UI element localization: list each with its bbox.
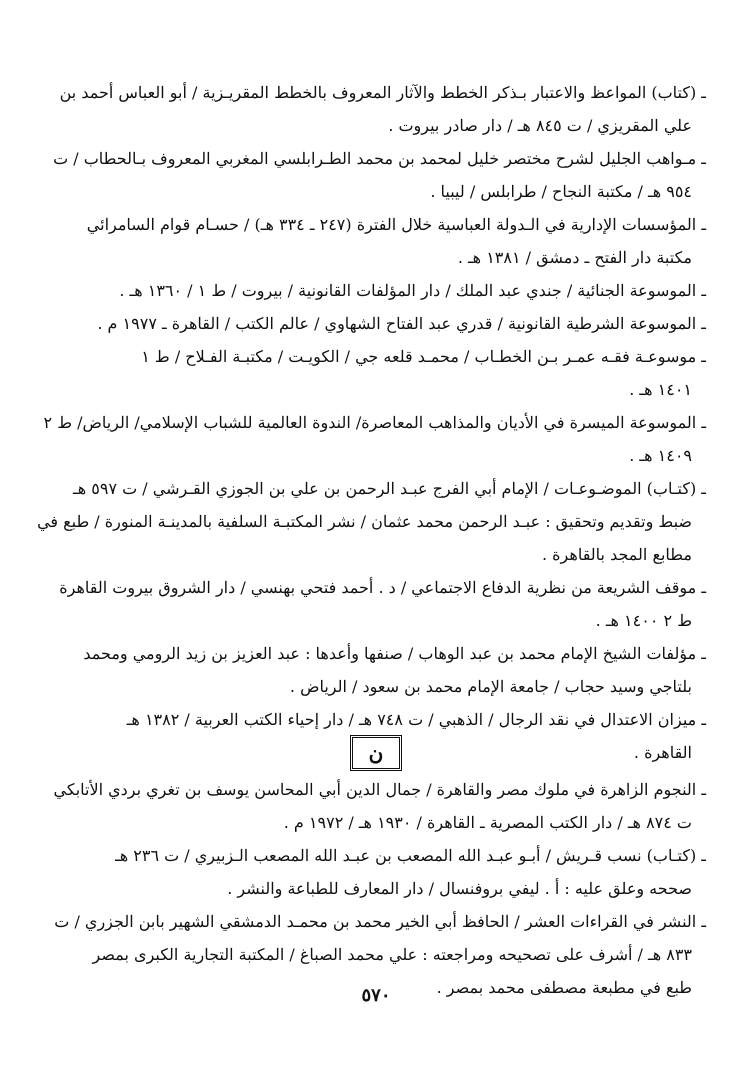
section-letter-box — [350, 735, 402, 771]
bib-entry — [96, 274, 706, 307]
bib-entry — [53, 773, 706, 839]
section-divider — [0, 735, 752, 771]
entry-line: ١٤٠١ هـ . — [629, 380, 692, 399]
entry-line: ١٤٠٩ هـ . — [629, 446, 692, 465]
entry-line: طبع في مطبعة مصطفى محمد بمصر . — [436, 978, 692, 997]
entry-line: ط ٢ ١٤٠٠ هـ . — [595, 611, 692, 630]
entry-line: بلتاجي وسيد حجاب / جامعة الإمام محمد بن سعود / الرياض . — [289, 677, 692, 696]
entry-line: ـ الموسوعة الجنائية / جندي عبد الملك / دار المؤلفات القانونية / بيروت / ط ١ / ١٣٦٠ هـ . — [119, 281, 706, 300]
entry-line: ضبط وتقديم وتحقيق : عبـد الرحمن محمد عثمان / نشر المكتبـة السلفية بالمدينـة المنورة / طبع في — [37, 512, 692, 531]
page-number: ٥٧٠ — [361, 985, 391, 1006]
entry-line: ٩٥٤ هـ / مكتبة النجاح / طرابلس / ليبيا . — [430, 182, 692, 201]
bib-entry — [96, 839, 706, 905]
bibliography-list-section-nun — [53, 773, 706, 1004]
entry-line: ـ موسوعـة فقـه عمـر بـن الخطـاب / محمـد قلعه جي / الكويـت / مكتبـة الفـلاح / ط ١ — [141, 347, 706, 366]
bib-entry — [43, 406, 706, 472]
entry-line: ـ مؤلفات الشيخ الإمام محمد بن عبد الوهاب / صنفها وأعدها : عبد العزيز بن زيد الرومي ومحمد — [83, 644, 706, 663]
entry-line: ـ ميزان الاعتدال في نقد الرجال / الذهبي / ت ٧٤٨ هـ / دار إحياء الكتب العربية / ١٣٨٢ هـ — [126, 710, 706, 729]
entry-line: ٨٣٣ هـ / أشرف على تصحيحه ومراجعته : علي محمد الصباغ / المكتبة التجارية الكبرى بمصر — [92, 945, 692, 964]
entry-line: مكتبة دار الفتح ـ دمشق / ١٣٨١ هـ . — [457, 248, 692, 267]
bib-entry — [59, 571, 706, 637]
entry-line: ـ الموسوعة الشرطية القانونية / قدري عبد الفتاح الشهاوي / عالم الكتب / القاهرة ـ ١٩٧٧ م . — [97, 314, 706, 333]
bib-entry — [59, 76, 706, 142]
entry-line: ـ المؤسسات الإدارية في الـدولة العباسية خلال الفترة (٢٤٧ ـ ٣٣٤ هـ) / حسـام قوام السامرائي — [86, 215, 706, 234]
entry-line: القاهرة . — [633, 743, 692, 762]
entry-line: ـ (كتاب) المواعظ والاعتبار بـذكر الخطط والآثار المعروف بالخطط المقريـزية / أبو العباس أحمد بن — [59, 83, 706, 102]
entry-line: ـ النجوم الزاهرة في ملوك مصر والقاهرة / جمال الدين أبي المحاسن يوسف بن تغري بردي الأتابكي — [53, 780, 706, 799]
bib-entry — [86, 208, 706, 274]
bibliography-list — [37, 76, 706, 769]
entry-line: ـ مـواهب الجليل لشرح مختصر خليل لمحمد بن محمد الطـرابلسي المغربي المعروف بـالحطاب / ت — [53, 149, 706, 168]
entry-line: ـ النشر في القراءات العشر / الحافظ أبي الخير محمد بن محمـد الدمشقي الشهير بابن الجزري / ت — [54, 912, 706, 931]
entry-line: صححه وعلق عليه : أ . ليفي بروفنسال / دار المعارف للطباعة والنشر . — [227, 879, 692, 898]
entry-line: ـ (كتـاب) نسب قـريش / أبـو عبـد الله المصعب بن عبـد الله المصعب الـزبيري / ت ٢٣٦ هـ — [115, 846, 706, 865]
bib-entry — [96, 340, 706, 406]
entry-line: علي المقريزي / ت ٨٤٥ هـ / دار صادر بيروت . — [388, 116, 692, 135]
bib-entry — [53, 142, 706, 208]
bib-entry — [83, 637, 706, 703]
entry-line: ـ الموسوعة الميسرة في الأديان والمذاهب المعاصرة/ الندوة العالمية للشباب الإسلامي/ الرياض/ ط ٢ — [43, 413, 706, 432]
bib-entry — [37, 472, 706, 571]
entry-line: ـ موقف الشريعة من نظرية الدفاع الاجتماعي / د . أحمد فتحي بهنسي / دار الشروق بيروت القاهرة — [59, 578, 706, 597]
entry-line: ت ٨٧٤ هـ / دار الكتب المصرية ـ القاهرة / ١٩٣٠ هـ / ١٩٧٢ م . — [283, 813, 692, 832]
section-letter: ن — [368, 741, 384, 765]
bib-entry — [96, 307, 706, 340]
entry-line: مطابع المجد بالقاهرة . — [542, 545, 692, 564]
entry-line: ـ (كتـاب) الموضـوعـات / الإمام أبي الفرج عبـد الرحمن بن علي بن الجوزي القـرشي / ت ٥٩٧ هـ — [73, 479, 706, 498]
